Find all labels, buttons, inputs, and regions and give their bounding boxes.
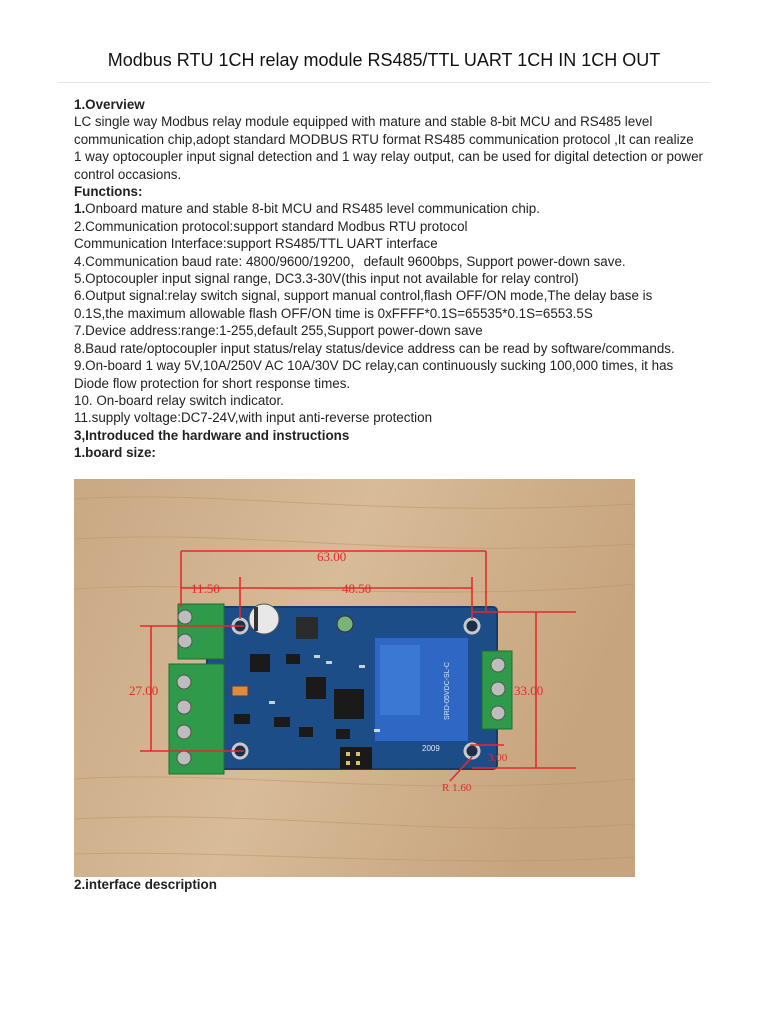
- dim-right-height: 33.00: [514, 683, 544, 698]
- document-body: [74, 96, 704, 462]
- power-inductor: [296, 617, 318, 639]
- function-item: 4.Communication baud rate: 4800/9600/19200，default 9600bps, Support power-down save.: [74, 253, 626, 269]
- overview-heading: 1.Overview: [74, 97, 145, 112]
- function-item: 5.Optocoupler input signal range, DC3.3-30V(this input not available for relay control): [74, 271, 579, 287]
- dim-left-offset: 11.50: [191, 581, 220, 596]
- dim-hole-spacing: 48.50: [342, 581, 372, 596]
- dim-bottom-offset: 3.00: [488, 752, 508, 764]
- rs485-chip: [306, 677, 326, 699]
- function-item: 8.Baud rate/optocoupler input status/relay status/device address can be read by software/commands.: [74, 340, 675, 356]
- hardware-heading: 3,Introduced the hardware and instructions: [74, 427, 350, 443]
- function-item: Communication Interface:support RS485/TTL UART interface: [74, 236, 438, 252]
- function-item: 9.On-board 1 way 5V,10A/250V AC 10A/30V DC relay,can continuously sucking 100,000 times, it has Diode flow protection for short response times.: [74, 358, 674, 391]
- function-item: 2.Communication protocol:support standard Modbus RTU protocol: [74, 218, 468, 234]
- relay-year: 2009: [422, 744, 440, 753]
- overview-text: LC single way Modbus relay module equipped with mature and stable 8-bit MCU and RS485 level communication chip,adopt standard MODBUS RTU format RS485 communication protocol ,It can realize 1 way optocoupler input signal detection and 1 way relay output, can be used for digital detection or power control occasions.: [74, 114, 704, 182]
- function-item: 6.Output signal:relay switch signal, support manual control,flash OFF/ON mode,The delay base is 0.1S,the maximum allowable flash OFF/ON time is 0xFFFF*0.1S=65535*0.1S=6553.5S: [74, 288, 653, 321]
- function-item: 7.Device address:range:1-255,default 255,Support power-down save: [74, 323, 483, 339]
- functions-heading: Functions:: [74, 184, 143, 200]
- board-dimension-photo: [74, 479, 635, 877]
- function-item: [74, 200, 704, 217]
- dim-hole-diameter: R 1.60: [442, 782, 472, 794]
- title-divider: [58, 82, 710, 83]
- function-item: 10. On-board relay switch indicator.: [74, 392, 284, 408]
- document-title: Modbus RTU 1CH relay module RS485/TTL UART 1CH IN 1CH OUT: [107, 50, 661, 70]
- dim-left-height: 27.00: [129, 683, 159, 698]
- function-item-number: 1.: [74, 201, 86, 217]
- mcu-chip: [334, 689, 364, 719]
- board-dimension-drawing: [74, 479, 635, 877]
- electrolytic-capacitor: [249, 604, 279, 634]
- optocoupler: [232, 686, 248, 696]
- function-item: 11.supply voltage:DC7-24V,with input anti-reverse protection: [74, 410, 433, 426]
- ttl-header: [340, 747, 372, 769]
- small-capacitor: [337, 616, 353, 632]
- regulator-chip: [250, 654, 270, 672]
- interface-heading: 2.interface description: [74, 877, 217, 892]
- board-size-heading: 1.board size:: [74, 445, 156, 461]
- function-item-text: Onboard mature and stable 8-bit MCU and RS485 level communication chip.: [85, 201, 540, 217]
- dim-total-width: 63.00: [317, 549, 347, 564]
- relay-marking: SRD-05VDC-SL-C: [444, 662, 451, 720]
